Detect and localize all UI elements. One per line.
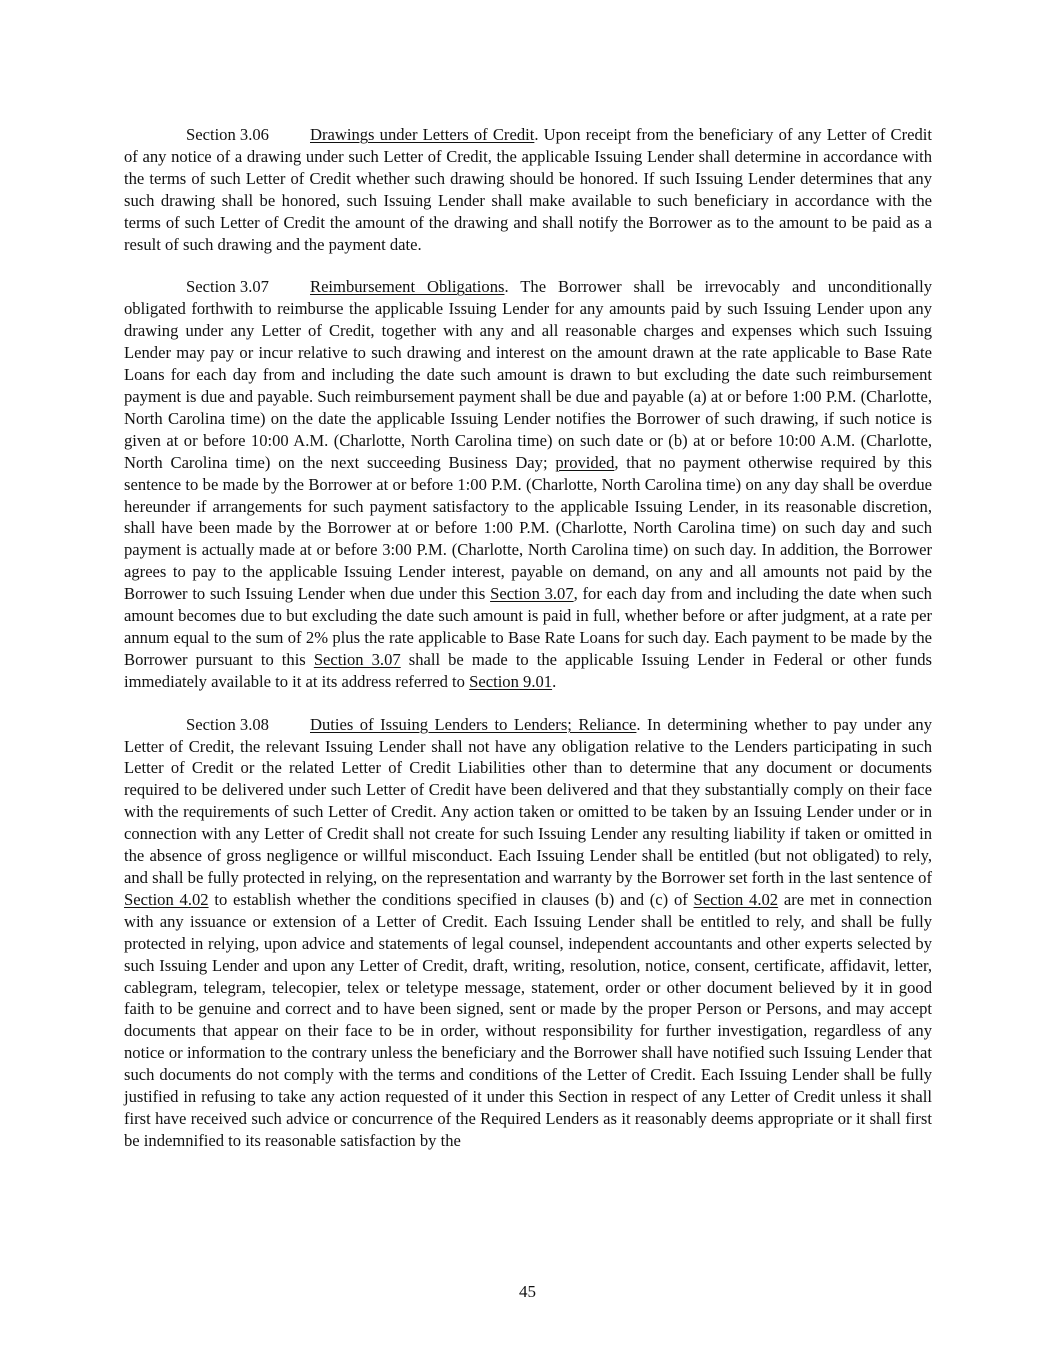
section-number: Section 3.06: [186, 125, 269, 144]
section-heading: Duties of Issuing Lenders to Lenders; Reliance: [310, 714, 637, 734]
cross-reference-section-4-02: Section 4.02: [124, 889, 209, 909]
section-3-08-paragraph: [124, 714, 932, 1152]
cross-reference-section-3-07: Section 3.07: [313, 649, 401, 669]
document-page: [124, 124, 932, 1173]
section-text: . Upon receipt from the beneficiary of any Letter of Credit of any notice of a drawing under such Letter of Credit, the applicable Issuing Lender shall determine in accordance with the terms of such Letter of Credit whether such drawing should be honored. If such Issuing Lender determines that any such drawing shall be honored, such Issuing Lender shall make available to such beneficiary in accordance with the terms of such Letter of Credit the amount of the drawing and shall notify the Borrower as to the amount to be paid as a result of such drawing and the payment date.: [124, 125, 933, 254]
section-heading: Drawings under Letters of Credit: [310, 125, 535, 144]
section-number: Section 3.08: [186, 714, 269, 734]
section-3-06-paragraph: [124, 124, 932, 255]
section-text: .: [552, 671, 557, 691]
provided-term: provided: [555, 452, 615, 472]
section-heading: Reimbursement Obligations: [310, 277, 505, 297]
section-text: are met in connection with any issuance or extension of a Letter of Credit. Each Issuing Lender shall be entitled to rely, and shall be fully protected in relying, upon advice and statements of legal counsel, independent accountants and other experts selected by such Issuing Lender and upon any Letter of Credit, draft, writing, resolution, notice, consent, certificate, affidavit, letter, cablegram, telegram, telecopier, telex or teletype message, statement, order or other document believed by it in good faith to be genuine and correct and to have been signed, sent or made by the proper Person or Persons, and may accept documents that appear on their face to be in order, without responsibility for further investigation, regardless of any notice or information to the contrary unless the beneficiary and the Borrower shall have notified such Issuing Lender that such documents do not comply with the terms and conditions of the Letter of Credit. Each Issuing Lender shall be fully justified in refusing to take any action requested of it under this Section in respect of any Letter of Credit unless it shall first have received such advice or concurrence of the Required Lenders as it reasonably deems appropriate or it shall first be indemnified to its reasonable satisfaction by the: [124, 889, 932, 1150]
cross-reference-section-9-01: Section 9.01: [469, 671, 553, 691]
section-text: to establish whether the conditions specified in clauses (b) and (c) of: [208, 889, 694, 909]
section-text: . The Borrower shall be irrevocably and unconditionally obligated forthwith to reimburse the applicable Issuing Lender for any amounts paid by such Issuing Lender upon any drawing under any Letter of Credit, together with any and all reasonable charges and expenses which such Issuing Lender may pay or incur relative to such drawing and interest on the amount drawn at the rate applicable to Base Rate Loans for each day from and including the date such amount is drawn to but excluding the date such reimbursement payment is due and payable. Such reimbursement payment shall be due and payable (a) at or before 1:00 P.M. (Charlotte, North Carolina time) on the date the applicable Issuing Lender notifies the Borrower of such drawing, if such notice is given at or before 10:00 A.M. (Charlotte, North Carolina time) on such date or (b) at or before 10:00 A.M. (Charlotte, North Carolina time) on the next succeeding Business Day;: [124, 277, 933, 472]
section-number: Section 3.07: [186, 277, 269, 297]
section-text: . In determining whether to pay under any Letter of Credit, the relevant Issuing Lender shall not have any obligation relative to the Lenders participating in such Letter of Credit or the related Letter of Credit Liabilities other than to determine that any document or documents required to be delivered under such Letter of Credit have been delivered and that they substantially comply on their face with the requirements of such Letter of Credit. Any action taken or omitted to be taken by an Issuing Lender under or in connection with any Letter of Credit shall not create for such Issuing Lender any resulting liability if taken or omitted in the absence of gross negligence or willful misconduct. Each Issuing Lender shall be entitled (but not obligated) to rely, and shall be fully protected in relying, on the representation and warranty by the Borrower set forth in the last sentence of: [124, 714, 932, 887]
page-number: 45: [519, 1282, 536, 1301]
section-3-07-paragraph: [124, 276, 932, 692]
cross-reference-section-3-07: Section 3.07: [490, 584, 574, 604]
section-text: shall be made to the applicable Issuing Lender in Federal or other funds immediately available to it at its address referred to: [124, 649, 932, 691]
section-text: , that no payment otherwise required by this sentence to be made by the Borrower at or before 1:00 P.M. (Charlotte, North Carolina time) on any day shall be overdue hereunder if arrangements for such payment satisfactory to the applicable Issuing Lender, in its reasonable discretion, shall have been made by the Borrower at or before 1:00 P.M. (Charlotte, North Carolina time) on such day and such payment is actually made at or before 3:00 P.M. (Charlotte, North Carolina time) on such day. In addition, the Borrower agrees to pay to the applicable Issuing Lender interest, payable on demand, on any and all amounts not paid by the Borrower to such Issuing Lender when due under this: [124, 452, 933, 604]
section-text: , for each day from and including the date when such amount becomes due to but excluding the date such amount is paid in full, whether before or after judgment, at a rate per annum equal to the sum of 2% plus the rate applicable to Base Rate Loans for such day. Each payment to be made by the Borrower pursuant to this: [124, 584, 932, 669]
cross-reference-section-4-02: Section 4.02: [693, 889, 779, 909]
